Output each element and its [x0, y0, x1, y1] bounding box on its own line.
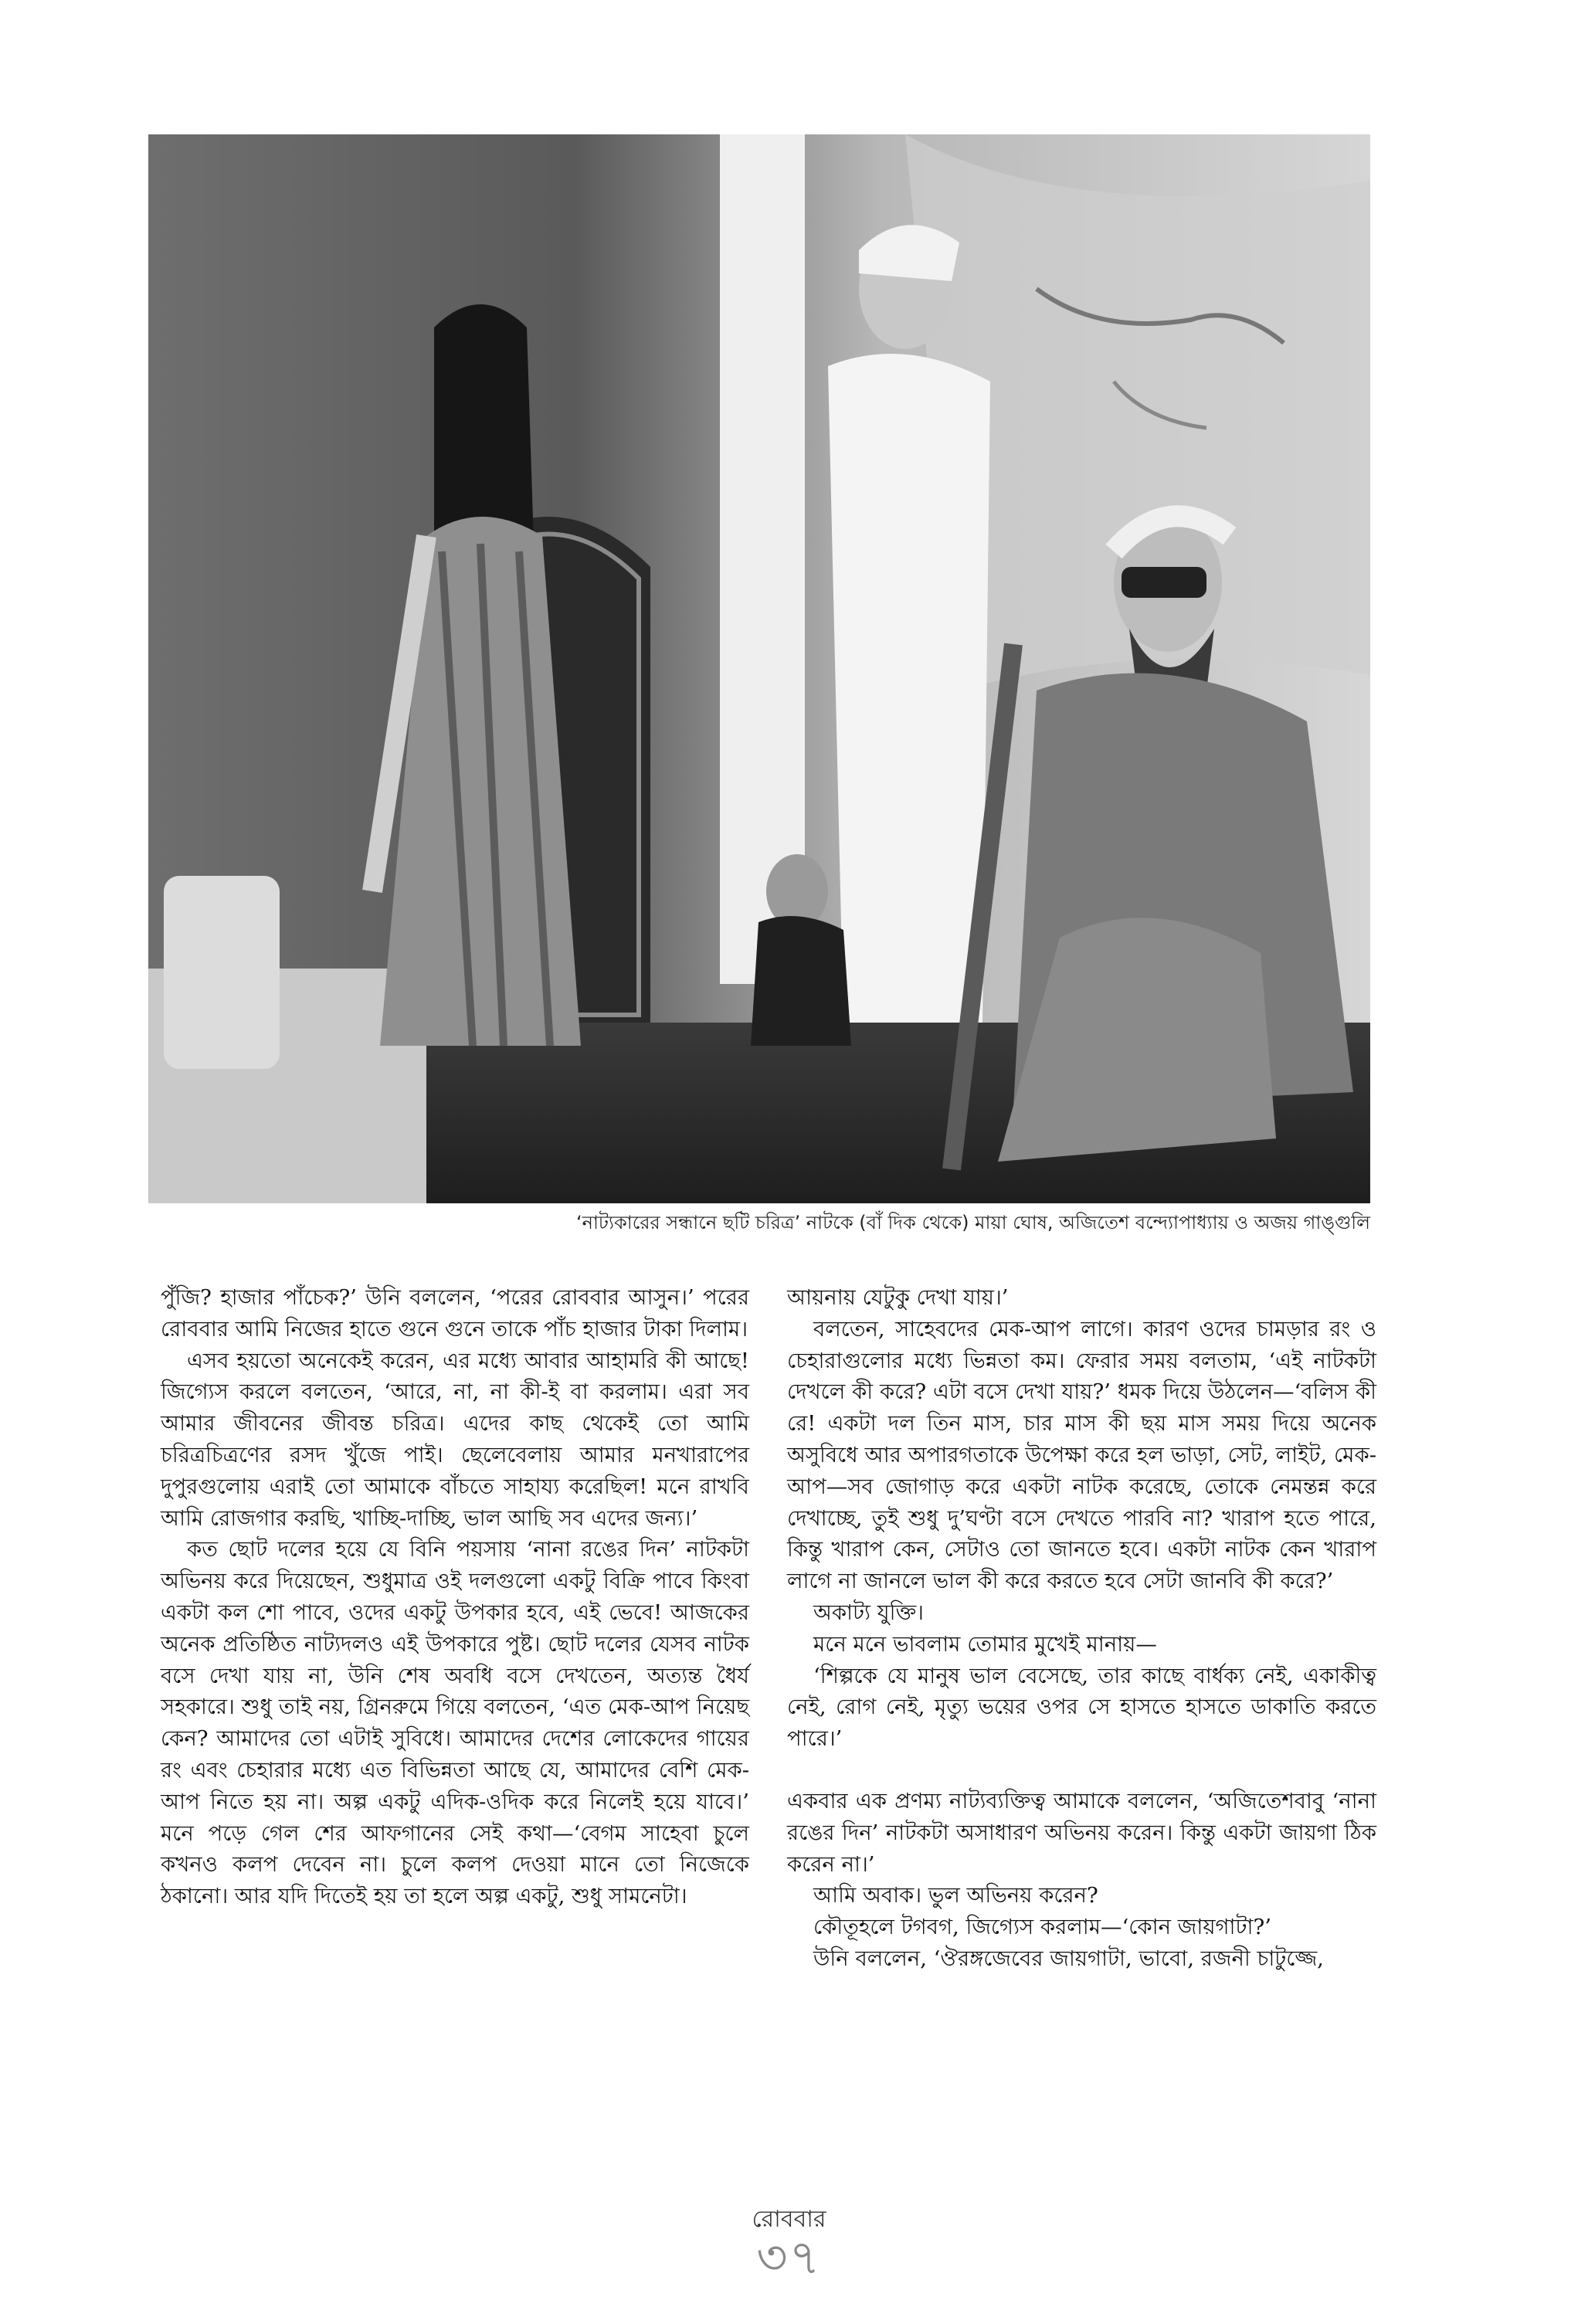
paragraph: আয়নায় যেটুকু দেখা যায়।’ — [787, 1285, 1009, 1310]
paragraph: এসব হয়তো অনেকেই করেন, এর মধ্যে আবার আহামরি কী আছে! জিগ্যেস করলে বলতেন, ‘আরে, না, না কী-ই বা করলাম। এরা সব আমার জীবনের জীবন্ত চরিত্র। এদের কাছ থেকেই তো আমি চরিত্রচিত্রণের রসদ খুঁজে পাই। ছেলেবেলায় আমার মনখারাপের দুপুরগুলোয় এরাই তো আমাকে বাঁচতে সাহায্য করেছিল! মনে রাখবি আমি রোজগার করছি, খাচ্ছি-দাচ্ছি, ভাল আছি সব এদের জন্য।’ — [161, 1348, 749, 1531]
paragraph: পুঁজি? হাজার পাঁচেক?’ উনি বললেন, ‘পরের রোববার আসুন।’ পরের রোববার আমি নিজের হাতে গুনে গুনে তাকে পাঁচ হাজার টাকা দিলাম। — [161, 1285, 749, 1342]
paragraph: উনি বললেন, ‘ঔরঙ্গজেবের জায়গাটা, ভাবো, রজনী চাটুজ্জে, — [813, 1946, 1324, 1971]
paragraph: মনে মনে ভাবলাম তোমার মুখেই মানায়— — [813, 1631, 1157, 1657]
magazine-name: রোববার — [752, 2206, 826, 2233]
left-column — [161, 1282, 749, 1912]
quoted-passage: ‘শিল্পকে যে মানুষ ভাল বেসেছে, তার কাছে বার্ধক্য নেই, একাকীত্ব নেই, রোগ নেই, মৃত্যু ভয়ের ওপর সে হাসতে হাসতে ডাকাতি করতে পারে।’ — [787, 1663, 1376, 1752]
paragraph: বলতেন, সাহেবদের মেক-আপ লাগে। কারণ ওদের চামড়ার রং ও চেহারাগুলোর মধ্যে ভিন্নতা কম। ফেরার সময় বলতাম, ‘এই নাটকটা দেখলে কী করে? এটা বসে দেখা যায়?’ ধমক দিয়ে উঠলেন—‘বলিস কী রে! একটা দল তিন মাস, চার মাস কী ছয় মাস সময় দিয়ে অনেক অসুবিধে আর অপারগতাকে উপেক্ষা করে হল ভাড়া, সেট, লাইট, মেক-আপ—সব জোগাড় করে একটা নাটক করেছে, তোকে নেমন্তন্ন করে দেখাচ্ছে, তুই শুধু দু’ঘণ্টা বসে দেখতে পারবি না? খারাপ হতে পারে, কিন্তু খারাপ কেন, সেটাও তো জানতে হবে। একটা নাটক কেন খারাপ লাগে না জানলে ভাল কী করে করতে হবে সেটা জানবি কী করে?’ — [787, 1316, 1376, 1594]
photo-caption: ‘নাট্যকারের সন্ধানে ছটি চরিত্র’ নাটকে (বাঁ দিক থেকে) মায়া ঘোষ, অজিতেশ বন্দ্যোপাধ্যায় ও অজয় গাঙ্গুলি — [576, 1212, 1370, 1233]
paragraph: কৌতূহলে টগবগ, জিগ্যেস করলাম—‘কোন জায়গাটা?’ — [813, 1915, 1271, 1940]
page-number: ৩৭ — [756, 2229, 822, 2285]
stage-photograph — [148, 134, 1370, 1203]
paragraph: আমি অবাক। ভুল অভিনয় করেন? — [813, 1883, 1098, 1908]
paragraph: একবার এক প্রণম্য নাট্যব্যক্তিত্ব আমাকে বললেন, ‘অজিতেশবাবু ‘নানা রঙের দিন’ নাটকটা অসাধারণ অভিনয় করেন। কিন্তু একটা জায়গা ঠিক করেন না।’ — [787, 1788, 1376, 1877]
paragraph: অকাট্য যুক্তি। — [813, 1600, 924, 1625]
right-column — [787, 1282, 1376, 1975]
stage-photograph-icon — [148, 134, 1370, 1203]
paragraph: কত ছোট দলের হয়ে যে বিনি পয়সায় ‘নানা রঙের দিন’ নাটকটা অভিনয় করে দিয়েছেন, শুধুমাত্র ওই দলগুলো একটু বিক্রি পাবে কিংবা একটা কল শো পাবে, ওদের একটু উপকার হবে, এই ভেবে! আজকের অনেক প্রতিষ্ঠিত নাট্যদলও এই উপকারে পুষ্ট। ছোট দলের যেসব নাটক বসে দেখা যায় না, উনি শেষ অবধি বসে দেখতেন, অত্যন্ত ধৈর্য সহকারে। শুধু তাই নয়, গ্রিনরুমে গিয়ে বলতেন, ‘এত মেক-আপ নিয়েছ কেন? আমাদের তো এটাই সুবিধে। আমাদের দেশের লোকেদের গায়ের রং এবং চেহারার মধ্যে এত বিভিন্নতা আছে যে, আমাদের বেশি মেক-আপ নিতে হয় না। অল্প একটু এদিক-ওদিক করে নিলেই হয়ে যাবে।’ মনে পড়ে গেল শের আফগানের সেই কথা—‘বেগম সাহেবা চুলে কখনও কলপ দেবেন না। চুলে কলপ দেওয়া মানে তো নিজেকে ঠকানো। আর যদি দিতেই হয় তা হলে অল্প একটু, শুধু সামনেটা। — [161, 1537, 749, 1909]
